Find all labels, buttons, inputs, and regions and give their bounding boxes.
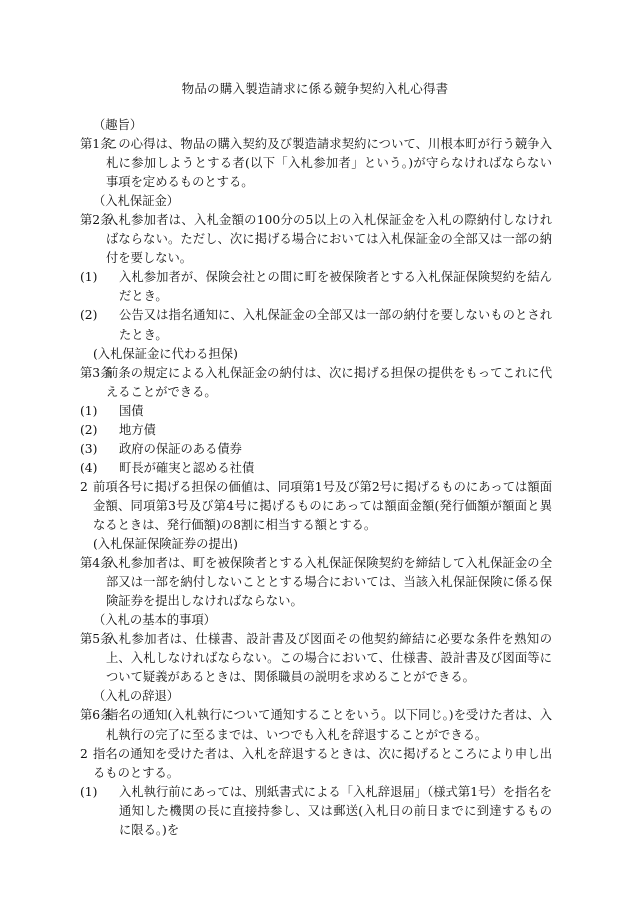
list-item (80, 783, 552, 840)
paragraph-text: 指名の通知を受けた者は、入札を辞退するときは、次に掲げるところにより申し出るものとする。 (93, 746, 552, 780)
item-text: 入札参加者が、保険会社との間に町を被保険者とする入札保証保険契約を結んだとき。 (119, 270, 552, 304)
article-number: 第3条 (80, 365, 113, 380)
item-number: (1) (80, 403, 98, 418)
section-heading: （入札の辞退） (93, 689, 180, 704)
article-number: 第1条 (80, 137, 113, 152)
article-text: この心得は、物品の購入契約及び製造請求契約について、川根本町が行う競争入札に参加しようとする者(以下「入札参加者」という。)が守らなければならない事項を定めるものとする。 (106, 137, 552, 190)
article-text: 入札参加者は、町を被保険者とする入札保証保険契約を締結して入札保証金の全部又は一部を納付しないこととする場合においては、当該入札保証保険に係る保険証券を提出しなければならない。 (106, 556, 552, 609)
item-text: 国債 (119, 403, 144, 418)
paragraph-number: 2 (80, 746, 88, 761)
item-number: (1) (80, 784, 98, 799)
document-body (80, 116, 552, 840)
article-2 (80, 211, 552, 268)
section-heading: (入札保証保険証券の提出) (93, 537, 238, 552)
item-number: (1) (80, 270, 98, 285)
article-number: 第6条 (80, 708, 113, 723)
article-6 (80, 706, 552, 744)
article-number: 第2条 (80, 213, 113, 228)
document-title: 物品の購入製造請求に係る競争契約入札心得書 (181, 81, 449, 96)
list-item (80, 306, 552, 344)
item-number: (3) (80, 441, 98, 456)
item-number: (2) (80, 422, 98, 437)
section-heading: (入札保証金に代わる担保) (93, 346, 238, 361)
list-item (80, 421, 552, 440)
item-text: 入札執行前にあっては、別紙書式による「入札辞退届」（様式第1号）を指名を通知した機関の長に直接持参し、又は郵送(入札日の前日までに到達するものに限る。)を (119, 784, 552, 837)
list-item (80, 440, 552, 459)
section-heading: （趣旨） (93, 118, 143, 132)
article-3 (80, 364, 552, 402)
article-1 (80, 135, 552, 192)
item-text: 地方債 (119, 422, 156, 437)
article-number: 第5条 (80, 632, 113, 647)
article-4 (80, 554, 552, 611)
paragraph-number: 2 (80, 479, 88, 494)
section-heading: （入札保証金） (93, 194, 180, 209)
article-text: 入札参加者は、入札金額の100分の5以上の入札保証金を入札の際納付しなければならない。ただし、次に掲げる場合においては入札保証金の全部又は一部の納付を要しない。 (106, 213, 552, 266)
section-heading: （入札の基本的事項） (93, 613, 216, 628)
article-text: 前条の規定による入札保証金の納付は、次に掲げる担保の提供をもってこれに代えることができる。 (106, 365, 552, 399)
article-text: 指名の通知(入札執行について通知することをいう。以下同じ。)を受けた者は、入札執行の完了に至るまでは、いつでも入札を辞退することができる。 (106, 708, 552, 742)
list-item (80, 459, 552, 478)
item-number: (4) (80, 460, 98, 475)
paragraph-text: 前項各号に掲げる担保の価値は、同項第1号及び第2号に掲げるものにあっては額面金額、同項第3号及び第4号に掲げるものにあっては額面金額(発行価額が額面と異なるときは、発行価額)の8割に相当する額とする。 (93, 479, 552, 532)
item-text: 政府の保証のある債券 (119, 441, 242, 456)
article-5 (80, 630, 552, 687)
item-text: 町長が確実と認める社債 (119, 460, 255, 475)
article-number: 第4条 (80, 556, 113, 571)
list-item (80, 268, 552, 306)
paragraph (80, 745, 552, 783)
paragraph (80, 478, 552, 535)
item-text: 公告又は指名通知に、入札保証金の全部又は一部の納付を要しないものとされたとき。 (119, 308, 552, 342)
item-number: (2) (80, 308, 98, 323)
article-text: 入札参加者は、仕様書、設計書及び図面その他契約締結に必要な条件を熟知の上、入札しなければならない。この場合において、仕様書、設計書及び図面等について疑義があるときは、関係職員の説明を求めることができる。 (106, 632, 552, 685)
list-item (80, 402, 552, 421)
